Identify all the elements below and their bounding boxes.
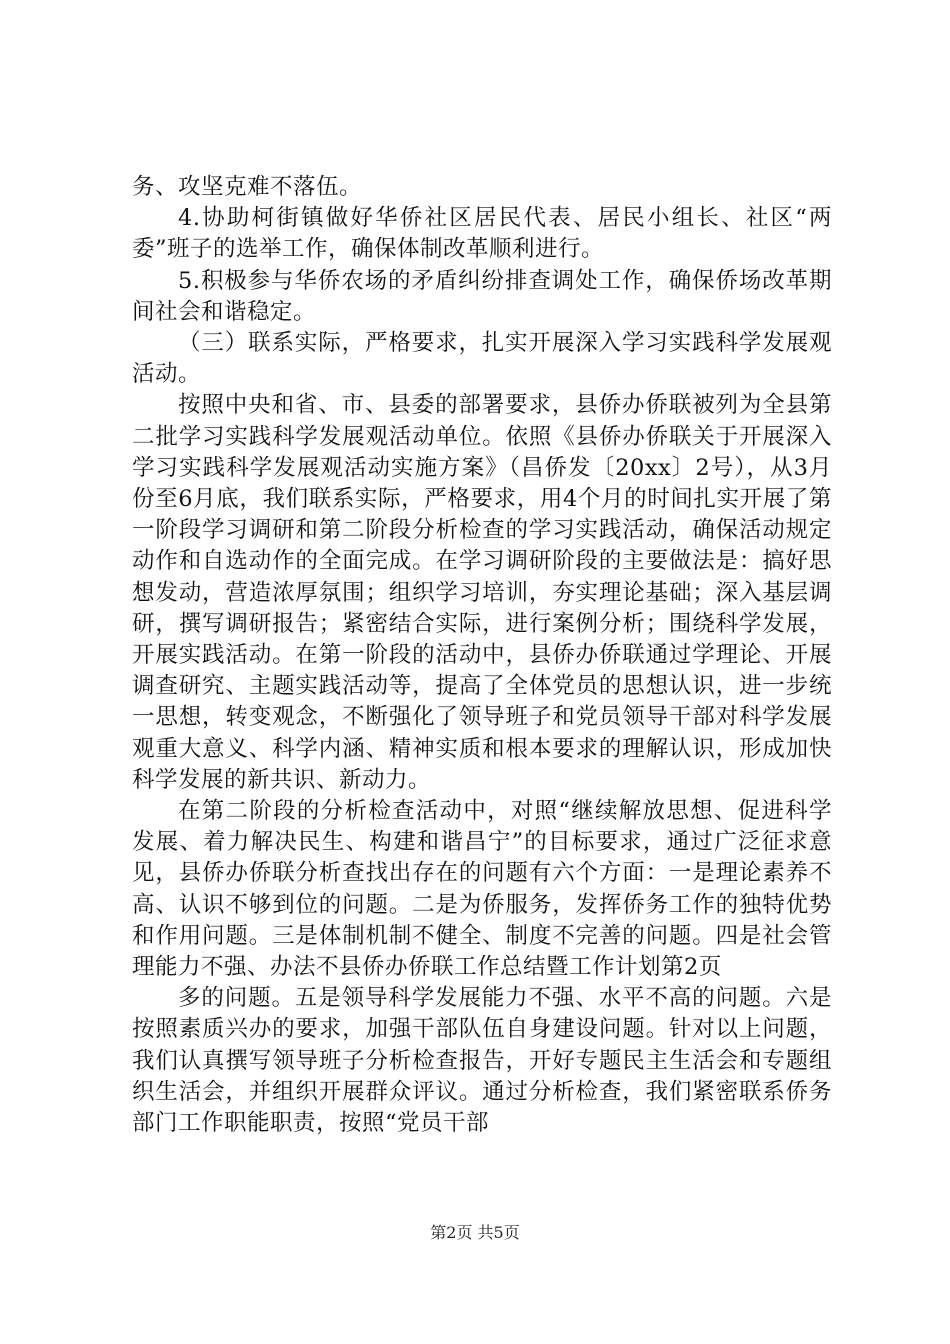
paragraph-problems-continued: 多的问题。五是领导科学发展能力不强、水平不高的问题。六是按照素质兴办的要求，加强干部队伍自身建设问题。针对以上问题，我们认真撰写领导班子分析检查报告，开好专题民主生活会和专题组织生活会，并组织开展群众评议。通过分析检查，我们紧密联系侨务部门工作职能职责，按照“党员干部 xyxy=(132,985,832,1137)
paragraph-item-4: 4.协助柯街镇做好华侨社区居民代表、居民小组长、社区“两委”班子的选举工作，确保体制改革顺利进行。 xyxy=(132,205,832,263)
page-footer: 第2页 共5页 xyxy=(430,1223,520,1242)
paragraph-study-practice: 按照中央和省、市、县委的部署要求，县侨办侨联被列为全县第二批学习实践科学发展观活动单位。依照《县侨办侨联关于开展深入学习实践科学发展观活动实施方案》（昌侨发〔20xx〕2号），从3月份至6月底，我们联系实际，严格要求，用4个月的时间扎实开展了第一阶段学习调研和第二阶段分析检查的学习实践活动，确保活动规定动作和自选动作的全面完成。在学习调研阶段的主要做法是：搞好思想发动，营造浓厚氛围；组织学习培训，夯实理论基础；深入基层调研，撰写调研报告；紧密结合实际，进行案例分析；围绕科学发展，开展实践活动。在第一阶段的活动中，县侨办侨联通过学理论、开展调查研究、主题实践活动等，提高了全体党员的思想认识，进一步统一思想，转变观念，不断强化了领导班子和党员领导干部对科学发展观重大意义、科学内涵、精神实质和根本要求的理解认识，形成加快科学发展的新共识、新动力。 xyxy=(132,392,832,793)
paragraph-continuation: 务、攻坚克难不落伍。 xyxy=(132,174,363,200)
paragraph-item-5: 5.积极参与华侨农场的矛盾纠纷排查调处工作，确保侨场改革期间社会和谐稳定。 xyxy=(132,267,832,325)
paragraph-analysis-stage: 在第二阶段的分析检查活动中，对照“继续解放思想、促进科学发展、着力解决民生、构建和谐昌宁”的目标要求，通过广泛征求意见，县侨办侨联分析查找出存在的问题有六个方面：一是理论素养不高、认识不够到位的问题。二是为侨服务，发挥侨务工作的独特优势和作用问题。三是体制机制不健全、制度不完善的问题。四是社会管理能力不强、办法不县侨办侨联工作总结暨工作计划第2页 xyxy=(132,798,832,981)
document-body xyxy=(132,172,832,1139)
section-heading-3: （三）联系实际，严格要求，扎实开展深入学习实践科学发展观活动。 xyxy=(132,330,832,388)
